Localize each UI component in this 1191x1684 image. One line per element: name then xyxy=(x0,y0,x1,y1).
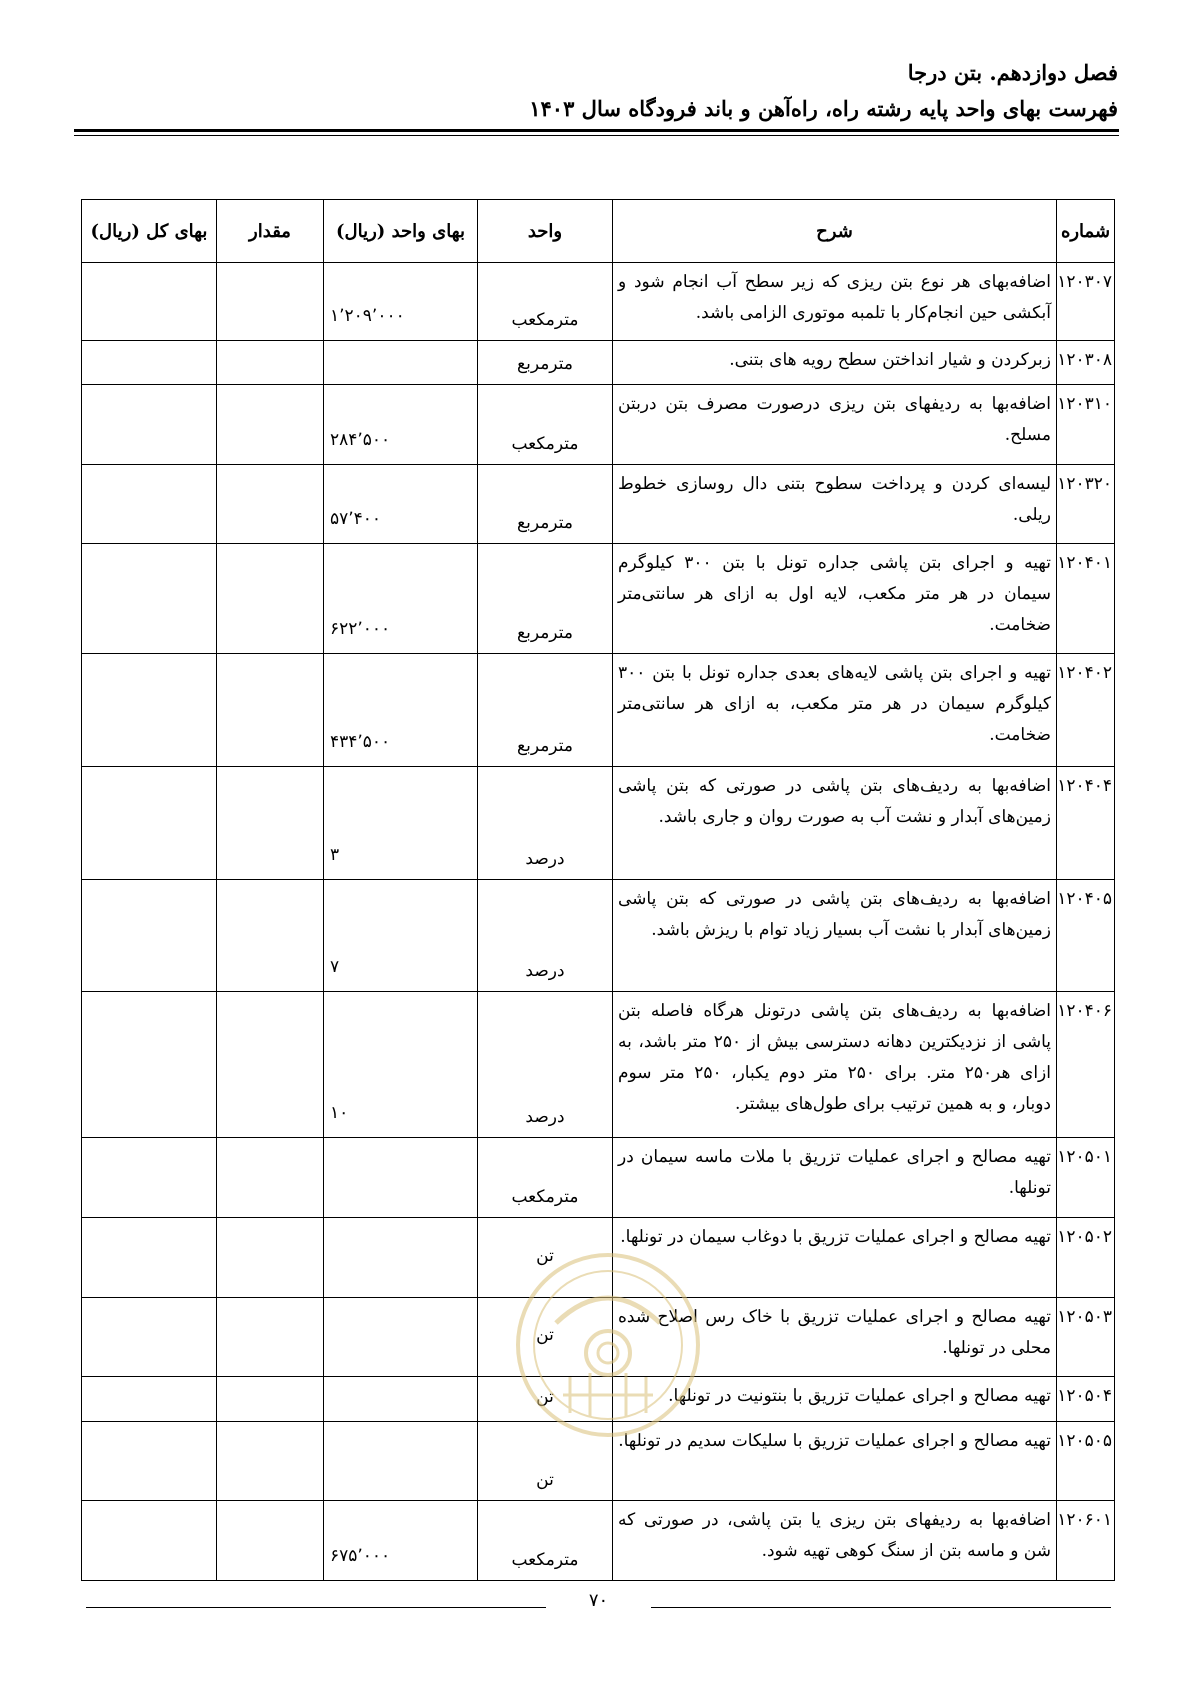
column-header-code: شماره xyxy=(1057,200,1115,263)
item-quantity xyxy=(217,654,324,767)
item-code: ۱۲۰۶۰۱ xyxy=(1057,1501,1115,1581)
item-quantity xyxy=(217,465,324,544)
item-total xyxy=(82,544,217,654)
document-subtitle: فهرست بهای واحد پایه رشته راه، راه‌آهن و باند فرودگاه سال ۱۴۰۳ xyxy=(529,96,1118,121)
item-total xyxy=(82,1501,217,1581)
item-code: ۱۲۰۴۰۴ xyxy=(1057,767,1115,880)
footer-rule-right xyxy=(651,1607,1111,1608)
item-quantity xyxy=(217,1501,324,1581)
column-header-unit: واحد xyxy=(478,200,613,263)
item-description: تهیه مصالح و اجرای عملیات تزریق با سلیکات سدیم در تونلها. xyxy=(613,1422,1057,1501)
item-total xyxy=(82,385,217,465)
item-description: تهیه مصالح و اجرای عملیات تزریق با خاک رس اصلاح شده محلی در تونلها. xyxy=(613,1298,1057,1377)
item-unit-price xyxy=(324,1298,478,1377)
item-code: ۱۲۰۵۰۲ xyxy=(1057,1218,1115,1298)
item-description: تهیه و اجرای بتن پاشی جداره تونل با بتن ۳۰۰ کیلوگرم سیمان در هر متر مکعب، لایه اول به ازای هر سانتی‌متر ضخامت. xyxy=(613,544,1057,654)
item-quantity xyxy=(217,1138,324,1218)
header-divider-thin xyxy=(74,135,1119,136)
item-unit-price: ۲۸۴٬۵۰۰ xyxy=(324,385,478,465)
item-code: ۱۲۰۳۰۸ xyxy=(1057,341,1115,385)
item-quantity xyxy=(217,1422,324,1501)
item-total xyxy=(82,263,217,341)
footer-rule-left xyxy=(86,1607,546,1608)
item-code: ۱۲۰۴۰۱ xyxy=(1057,544,1115,654)
table-row xyxy=(82,992,1115,1138)
item-description: تهیه مصالح و اجرای عملیات تزریق با ملات ماسه سیمان در تونلها. xyxy=(613,1138,1057,1218)
item-unit: تن xyxy=(478,1298,613,1377)
item-unit-price: ۵۷٬۴۰۰ xyxy=(324,465,478,544)
header-divider xyxy=(74,129,1119,132)
table-row xyxy=(82,654,1115,767)
item-quantity xyxy=(217,880,324,992)
item-unit: مترمکعب xyxy=(478,1501,613,1581)
item-unit: تن xyxy=(478,1218,613,1298)
item-code: ۱۲۰۵۰۳ xyxy=(1057,1298,1115,1377)
item-total xyxy=(82,767,217,880)
item-description: اضافه‌بها به ردیف‌های بتن پاشی درتونل هرگاه فاصله بتن پاشی از نزدیکترین دهانه دسترسی بیش از ۲۵۰ متر باشد، به ازای هر۲۵۰ متر. برای ۲۵۰ متر دوم یکبار، ۲۵۰ متر سوم دوبار، و به همین ترتیب برای طول‌های بیشتر. xyxy=(613,992,1057,1138)
item-unit-price: ۳ xyxy=(324,767,478,880)
item-total xyxy=(82,1218,217,1298)
item-quantity xyxy=(217,385,324,465)
item-quantity xyxy=(217,341,324,385)
item-quantity xyxy=(217,1377,324,1422)
column-header-description: شرح xyxy=(613,200,1057,263)
item-unit: مترمربع xyxy=(478,544,613,654)
item-unit: مترمربع xyxy=(478,465,613,544)
item-quantity xyxy=(217,544,324,654)
item-code: ۱۲۰۴۰۵ xyxy=(1057,880,1115,992)
item-quantity xyxy=(217,767,324,880)
table-header-row xyxy=(82,200,1115,263)
page-number: ۷۰ xyxy=(588,1590,609,1611)
page-header xyxy=(68,58,1118,124)
item-code: ۱۲۰۳۰۷ xyxy=(1057,263,1115,341)
column-header-total-price: بهای کل (ریال) xyxy=(82,200,217,263)
item-code: ۱۲۰۵۰۵ xyxy=(1057,1422,1115,1501)
table-row xyxy=(82,263,1115,341)
item-unit: درصد xyxy=(478,992,613,1138)
item-unit-price: ۷ xyxy=(324,880,478,992)
chapter-title: فصل دوازدهم. بتن درجا xyxy=(907,60,1118,85)
item-description: اضافه‌بها به ردیفهای بتن ریزی درصورت مصرف بتن دربتن مسلح. xyxy=(613,385,1057,465)
column-header-unit-price: بهای واحد (ریال) xyxy=(324,200,478,263)
table-row xyxy=(82,1138,1115,1218)
item-unit-price xyxy=(324,1138,478,1218)
table-row xyxy=(82,341,1115,385)
item-total xyxy=(82,341,217,385)
item-code: ۱۲۰۵۰۱ xyxy=(1057,1138,1115,1218)
page-footer xyxy=(86,1590,1111,1612)
item-description: اضافه‌بها به ردیفهای بتن ریزی یا بتن پاشی، در صورتی که شن و ماسه بتن از سنگ کوهی تهیه شود. xyxy=(613,1501,1057,1581)
item-unit: مترمربع xyxy=(478,654,613,767)
item-code: ۱۲۰۴۰۶ xyxy=(1057,992,1115,1138)
item-code: ۱۲۰۳۲۰ xyxy=(1057,465,1115,544)
item-description: تهیه و اجرای بتن پاشی لایه‌های بعدی جداره تونل با بتن ۳۰۰ کیلوگرم سیمان در هر متر مکعب، به ازای هر سانتی‌متر ضخامت. xyxy=(613,654,1057,767)
item-unit-price: ۴۳۴٬۵۰۰ xyxy=(324,654,478,767)
item-total xyxy=(82,880,217,992)
item-description: اضافه‌بها به ردیف‌های بتن پاشی در صورتی که بتن پاشی زمین‌های آبدار و نشت آب به صورت روان و جاری باشد. xyxy=(613,767,1057,880)
item-quantity xyxy=(217,1218,324,1298)
item-total xyxy=(82,992,217,1138)
item-unit-price: ۱٬۲۰۹٬۰۰۰ xyxy=(324,263,478,341)
item-unit: درصد xyxy=(478,880,613,992)
item-description: زبرکردن و شیار انداختن سطح رویه های بتنی. xyxy=(613,341,1057,385)
item-quantity xyxy=(217,263,324,341)
item-unit: مترمکعب xyxy=(478,1138,613,1218)
item-total xyxy=(82,1377,217,1422)
publisher-watermark-logo xyxy=(508,1245,708,1445)
table-row xyxy=(82,465,1115,544)
table-row xyxy=(82,880,1115,992)
item-description: تهیه مصالح و اجرای عملیات تزریق با بنتونیت در تونلها. xyxy=(613,1377,1057,1422)
item-quantity xyxy=(217,992,324,1138)
item-quantity xyxy=(217,1298,324,1377)
item-unit: مترمکعب xyxy=(478,263,613,341)
item-description: تهیه مصالح و اجرای عملیات تزریق با دوغاب سیمان در تونلها. xyxy=(613,1218,1057,1298)
item-unit: درصد xyxy=(478,767,613,880)
item-description: اضافه‌بها به ردیف‌های بتن پاشی در صورتی که بتن پاشی زمین‌های آبدار با نشت آب بسیار زیاد توام با ریزش باشد. xyxy=(613,880,1057,992)
column-header-quantity: مقدار xyxy=(217,200,324,263)
item-total xyxy=(82,1298,217,1377)
item-total xyxy=(82,654,217,767)
item-unit: مترمکعب xyxy=(478,385,613,465)
item-code: ۱۲۰۵۰۴ xyxy=(1057,1377,1115,1422)
item-total xyxy=(82,1422,217,1501)
table-row xyxy=(82,767,1115,880)
item-code: ۱۲۰۳۱۰ xyxy=(1057,385,1115,465)
item-total xyxy=(82,465,217,544)
item-description: لیسه‌ای کردن و پرداخت سطوح بتنی دال روسازی خطوط ریلی. xyxy=(613,465,1057,544)
table-row xyxy=(82,544,1115,654)
item-description: اضافه‌بهای هر نوع بتن ریزی که زیر سطح آب انجام شود و آبکشی حین انجام‌کار با تلمبه موتوری الزامی باشد. xyxy=(613,263,1057,341)
item-unit-price xyxy=(324,1218,478,1298)
item-unit-price xyxy=(324,1422,478,1501)
item-unit-price xyxy=(324,1377,478,1422)
item-unit-price: ۱۰ xyxy=(324,992,478,1138)
item-unit-price: ۶۷۵٬۰۰۰ xyxy=(324,1501,478,1581)
table-row xyxy=(82,1501,1115,1581)
item-unit-price xyxy=(324,341,478,385)
item-unit: تن xyxy=(478,1422,613,1501)
item-unit-price: ۶۲۲٬۰۰۰ xyxy=(324,544,478,654)
item-code: ۱۲۰۴۰۲ xyxy=(1057,654,1115,767)
item-unit: تن xyxy=(478,1377,613,1422)
table-row xyxy=(82,385,1115,465)
item-total xyxy=(82,1138,217,1218)
item-unit: مترمربع xyxy=(478,341,613,385)
